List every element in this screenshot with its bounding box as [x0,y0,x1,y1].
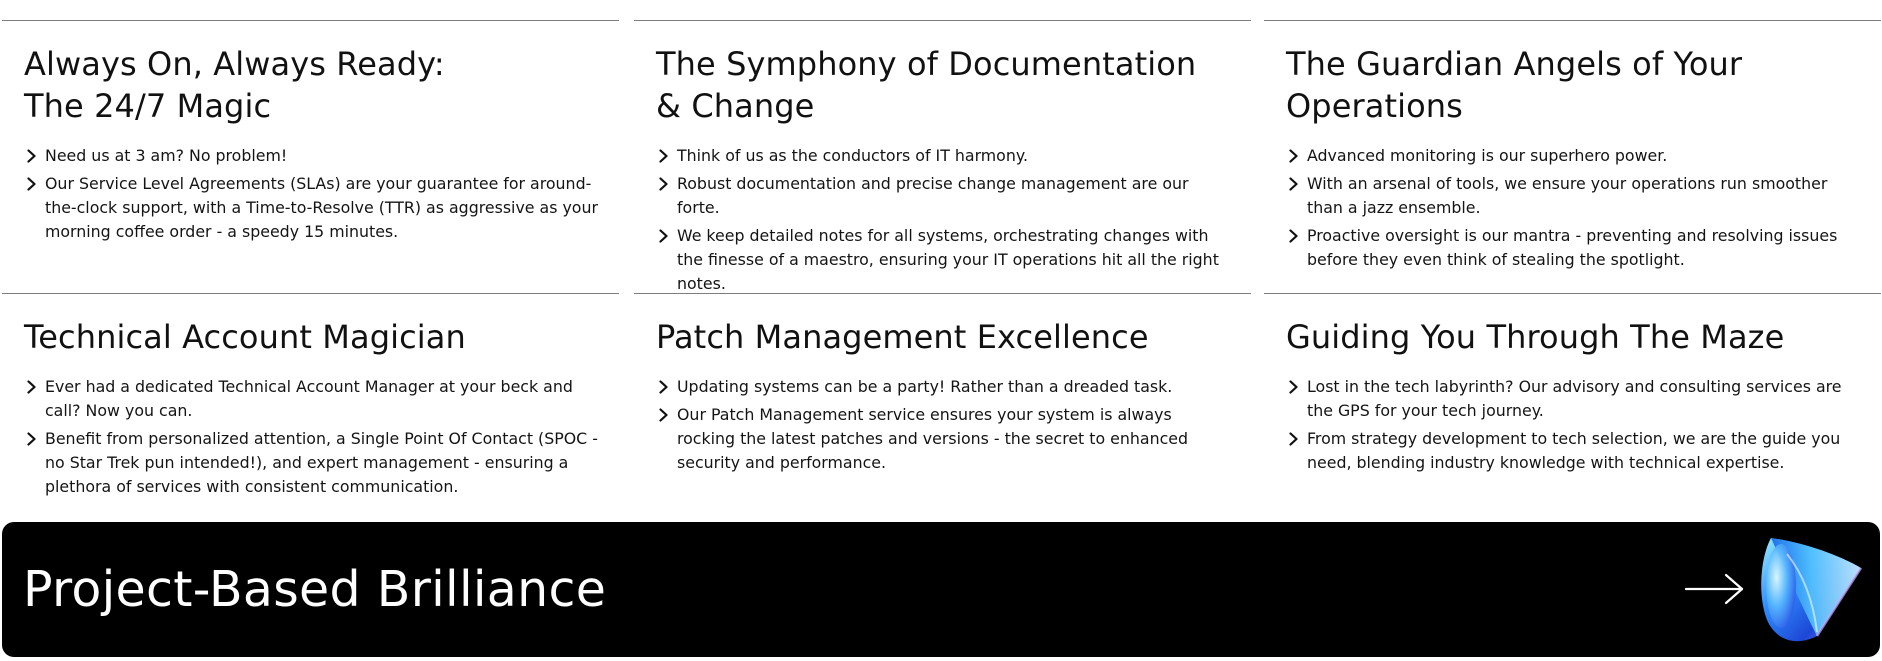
chevron-right-icon [657,177,671,191]
card-title: The Symphony of Documentation & Change [656,45,1197,125]
bullet-text: Ever had a dedicated Technical Account Manager at your beck and call? Now you can. [45,377,573,420]
arrow-right-icon [1684,572,1746,606]
bullet-list [24,144,599,244]
chevron-right-icon [25,177,39,191]
bullet-text: Benefit from personalized attention, a Single Point Of Contact (SPOC - no Star Trek pun intended!), and expert management - ensuring a plethora of services with consistent communication. [45,429,598,496]
bullet-item [1286,224,1861,272]
bullet-item [656,172,1231,220]
bullet-text: We keep detailed notes for all systems, orchestrating changes with the finesse of a maestro, ensuring your IT operations hit all the right notes. [677,226,1219,293]
chevron-right-icon [1287,432,1301,446]
bullet-text: Proactive oversight is our mantra - preventing and resolving issues before they even think of stealing the spotlight. [1307,226,1838,269]
card-title: Patch Management Excellence [656,318,1149,356]
card-guardian-angels [1264,20,1881,293]
cone-3d-icon [1757,534,1867,646]
bullet-text: Advanced monitoring is our superhero power. [1307,146,1668,165]
bullet-item [24,427,599,499]
bullet-item [24,375,599,423]
bullet-text: Think of us as the conductors of IT harmony. [677,146,1028,165]
chevron-right-icon [657,380,671,394]
bullet-item [24,144,599,168]
chevron-right-icon [1287,229,1301,243]
bullet-item [1286,375,1861,423]
bullet-text: Robust documentation and precise change management are our forte. [677,174,1189,217]
card-title: Technical Account Magician [24,318,466,356]
bullet-item [24,172,599,244]
bullet-item [1286,427,1861,475]
card-title-line-2: The 24/7 Magic [24,87,272,125]
card-technical-account [2,293,619,520]
chevron-right-icon [25,149,39,163]
bullet-list [656,144,1231,296]
card-title-line-1: Always On, Always Ready: [24,45,445,83]
chevron-right-icon [1287,177,1301,191]
chevron-right-icon [1287,149,1301,163]
bullet-text: Updating systems can be a party! Rather than a dreaded task. [677,377,1173,396]
bullet-item [656,144,1231,168]
chevron-right-icon [1287,380,1301,394]
bullet-item [1286,172,1861,220]
bullet-item [656,375,1231,399]
card-documentation-change [634,20,1251,293]
card-guiding-maze [1264,293,1881,520]
chevron-right-icon [25,380,39,394]
chevron-right-icon [657,229,671,243]
chevron-right-icon [657,149,671,163]
bullet-item [1286,144,1861,168]
bullet-item [656,403,1231,475]
bullet-text: Our Patch Management service ensures your system is always rocking the latest patches and versions - the secret to enhanced security and performance. [677,405,1189,472]
cta-title: Project-Based Brilliance [23,561,607,618]
bullet-text: Our Service Level Agreements (SLAs) are your guarantee for around-the-clock support, with a Time-to-Resolve (TTR) as aggressive as your morning coffee order - a speedy 15 minutes. [45,174,598,241]
project-based-brilliance-link[interactable] [2,522,1880,657]
card-title: Guiding You Through The Maze [1286,318,1785,356]
card-patch-management [634,293,1251,520]
bullet-list [1286,144,1861,272]
bullet-text: From strategy development to tech selection, we are the guide you need, blending industry knowledge with technical expertise. [1307,429,1841,472]
bullet-list [24,375,599,499]
card-title [24,43,599,127]
bullet-text: Need us at 3 am? No problem! [45,146,288,165]
bullet-list [1286,375,1861,475]
bullet-text: With an arsenal of tools, we ensure your operations run smoother than a jazz ensemble. [1307,174,1828,217]
bullet-item [656,224,1231,296]
chevron-right-icon [25,432,39,446]
chevron-right-icon [657,408,671,422]
card-24-7-support [2,20,619,293]
bullet-list [656,375,1231,475]
card-title: The Guardian Angels of Your Operations [1286,45,1743,125]
bullet-text: Lost in the tech labyrinth? Our advisory and consulting services are the GPS for your tech journey. [1307,377,1842,420]
